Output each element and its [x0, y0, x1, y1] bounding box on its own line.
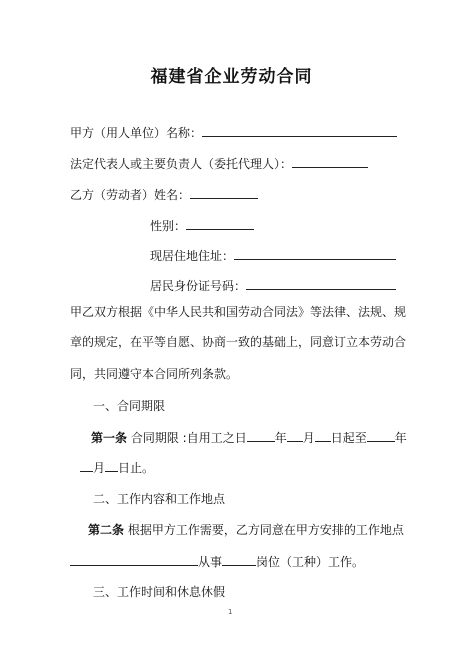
end-year-unit: 年 — [394, 431, 407, 445]
section-1-heading: 一、合同期限 — [93, 399, 166, 413]
post-blank[interactable] — [222, 553, 256, 566]
id-line — [150, 277, 396, 294]
start-year-blank[interactable] — [247, 429, 275, 442]
article-1-line — [91, 429, 407, 446]
gender-label: 性别： — [150, 219, 187, 233]
article-1-line-2 — [80, 459, 154, 476]
section-3-heading: 三、工作时间和休息休假 — [93, 585, 226, 599]
party-a-blank[interactable] — [202, 124, 397, 137]
address-line — [150, 247, 396, 264]
end-year-blank[interactable] — [367, 429, 395, 442]
gender-line — [150, 217, 254, 234]
end-day-blank[interactable] — [105, 459, 118, 472]
document-title: 福建省企业劳动合同 — [150, 67, 313, 87]
start-month-unit: 月 — [302, 431, 315, 445]
id-label: 居民身份证号码： — [150, 279, 247, 293]
party-b-line — [70, 186, 258, 203]
article-1-text: 合同期限 :自用工之日 — [130, 431, 247, 445]
start-day-blank[interactable] — [315, 429, 331, 442]
legal-rep-line — [70, 155, 368, 172]
start-day-unit: 日起至 — [330, 431, 367, 445]
start-month-blank[interactable] — [287, 429, 303, 442]
preamble-line-1: 甲乙双方根据《中华人民共和国劳动合同法》等法律、法规、规 — [70, 305, 407, 319]
address-blank[interactable] — [234, 247, 396, 260]
address-label: 现居住地住址： — [150, 249, 235, 263]
party-b-name-blank[interactable] — [190, 186, 258, 199]
legal-rep-label: 法定代表人或主要负责人（委托代理人）： — [70, 157, 293, 171]
post-text: 岗位（工种）工作。 — [256, 555, 365, 569]
end-month-unit: 月 — [93, 461, 106, 475]
article-2-line-2 — [70, 553, 364, 570]
work-location-blank[interactable] — [70, 553, 198, 566]
start-year-unit: 年 — [274, 431, 287, 445]
preamble-line-3: 同，共同遵守本合同所列条款。 — [70, 367, 239, 381]
work-from-text: 从事 — [198, 555, 223, 569]
party-a-label: 甲方（用人单位）名称： — [70, 126, 203, 140]
article-1-label: 第一条 — [91, 431, 128, 445]
party-a-line — [70, 124, 397, 141]
party-b-label: 乙方（劳动者）姓名： — [70, 188, 191, 202]
page-number: 1 — [228, 608, 233, 616]
end-month-blank[interactable] — [80, 459, 93, 472]
article-2-text: 根据甲方工作需要，乙方同意在甲方安排的工作地点 — [127, 523, 404, 537]
article-2-label: 第二条 — [88, 523, 125, 537]
preamble-line-2: 章的规定，在平等自愿、协商一致的基础上，同意订立本劳动合 — [70, 335, 407, 349]
end-day-unit: 日止。 — [118, 461, 155, 475]
legal-rep-blank[interactable] — [292, 155, 368, 168]
gender-blank[interactable] — [186, 217, 254, 230]
id-blank[interactable] — [246, 277, 396, 290]
article-2-line — [88, 522, 404, 538]
section-2-heading: 二、工作内容和工作地点 — [93, 492, 226, 506]
